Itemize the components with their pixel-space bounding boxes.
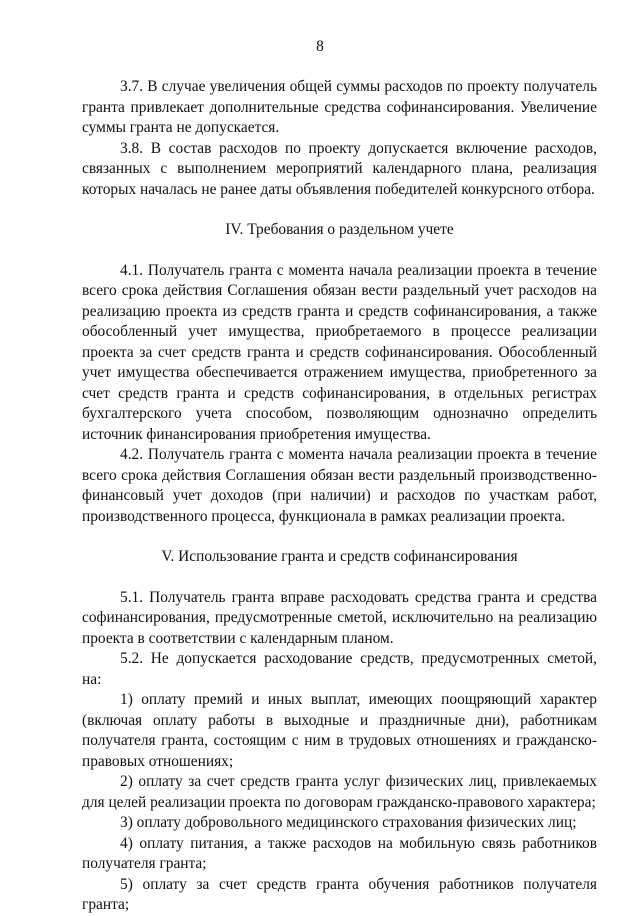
- document-body: [82, 77, 597, 916]
- list-item-4: 4) оплату питания, а также расходов на мобильную связь работников получателя гранта;: [82, 834, 597, 872]
- section-heading-v: V. Использование гранта и средств софинансирования: [161, 548, 518, 565]
- section-heading-iv: IV. Требования о раздельном учете: [225, 221, 454, 238]
- list-item-3: 3) оплату добровольного медицинского страхования физических лиц;: [120, 814, 577, 831]
- paragraph-3-7: 3.7. В случае увеличения общей суммы расходов по проекту получатель гранта привлекает дополнительные средства софинансирования. Увеличение суммы гранта не допускается.: [82, 78, 597, 136]
- paragraph-4-2: 4.2. Получатель гранта с момента начала реализации проекта в течение всего срока действия Соглашения обязан вести раздельный производственно-финансовый учет доходов (при наличии) и расходов по участкам работ, производственного процесса, функционала в рамках реализации проекта.: [82, 446, 597, 525]
- list-item-5: 5) оплату за счет средств гранта обучения работников получателя гранта;: [82, 875, 597, 913]
- paragraph-4-1: 4.1. Получатель гранта с момента начала реализации проекта в течение всего срока действия Соглашения обязан вести раздельный учет расходов на реализацию проекта из средств гранта и средств софинансирования, а также обособленный учет имущества, приобретаемого в процессе реализации проекта за счет средств гранта и средств софинансирования. Обособленный учет имущества обеспечивается отражением имущества, приобретенного за счет средств гранта и средств софинансирования, в отдельных регистрах бухгалтерского учета способом, позволяющим однозначно определить источник финансирования приобретения имущества.: [82, 261, 597, 443]
- paragraph-3-8: 3.8. В состав расходов по проекту допускается включение расходов, связанных с выполнением мероприятий календарного плана, реализация которых началась не ранее даты объявления победителей конкурсного отбора.: [82, 139, 597, 198]
- paragraph-5-2: 5.2. Не допускается расходование средств, предусмотренных сметой, на:: [82, 650, 597, 688]
- list-item-2: 2) оплату за счет средств гранта услуг физических лиц, привлекаемых для целей реализации проекта по договорам гражданско-правового характера;: [82, 773, 597, 811]
- page-number: 8: [316, 38, 324, 55]
- paragraph-5-1: 5.1. Получатель гранта вправе расходовать средства гранта и средства софинансирования, предусмотренные сметой, исключительно на реализацию проекта в соответствии с календарным планом.: [82, 588, 597, 647]
- list-item-1: 1) оплату премий и иных выплат, имеющих поощряющий характер (включая оплату работы в выходные и праздничные дни), работникам получателя гранта, состоящим с ним в трудовых отношениях и гражданско-правовых отношениях;: [82, 691, 597, 770]
